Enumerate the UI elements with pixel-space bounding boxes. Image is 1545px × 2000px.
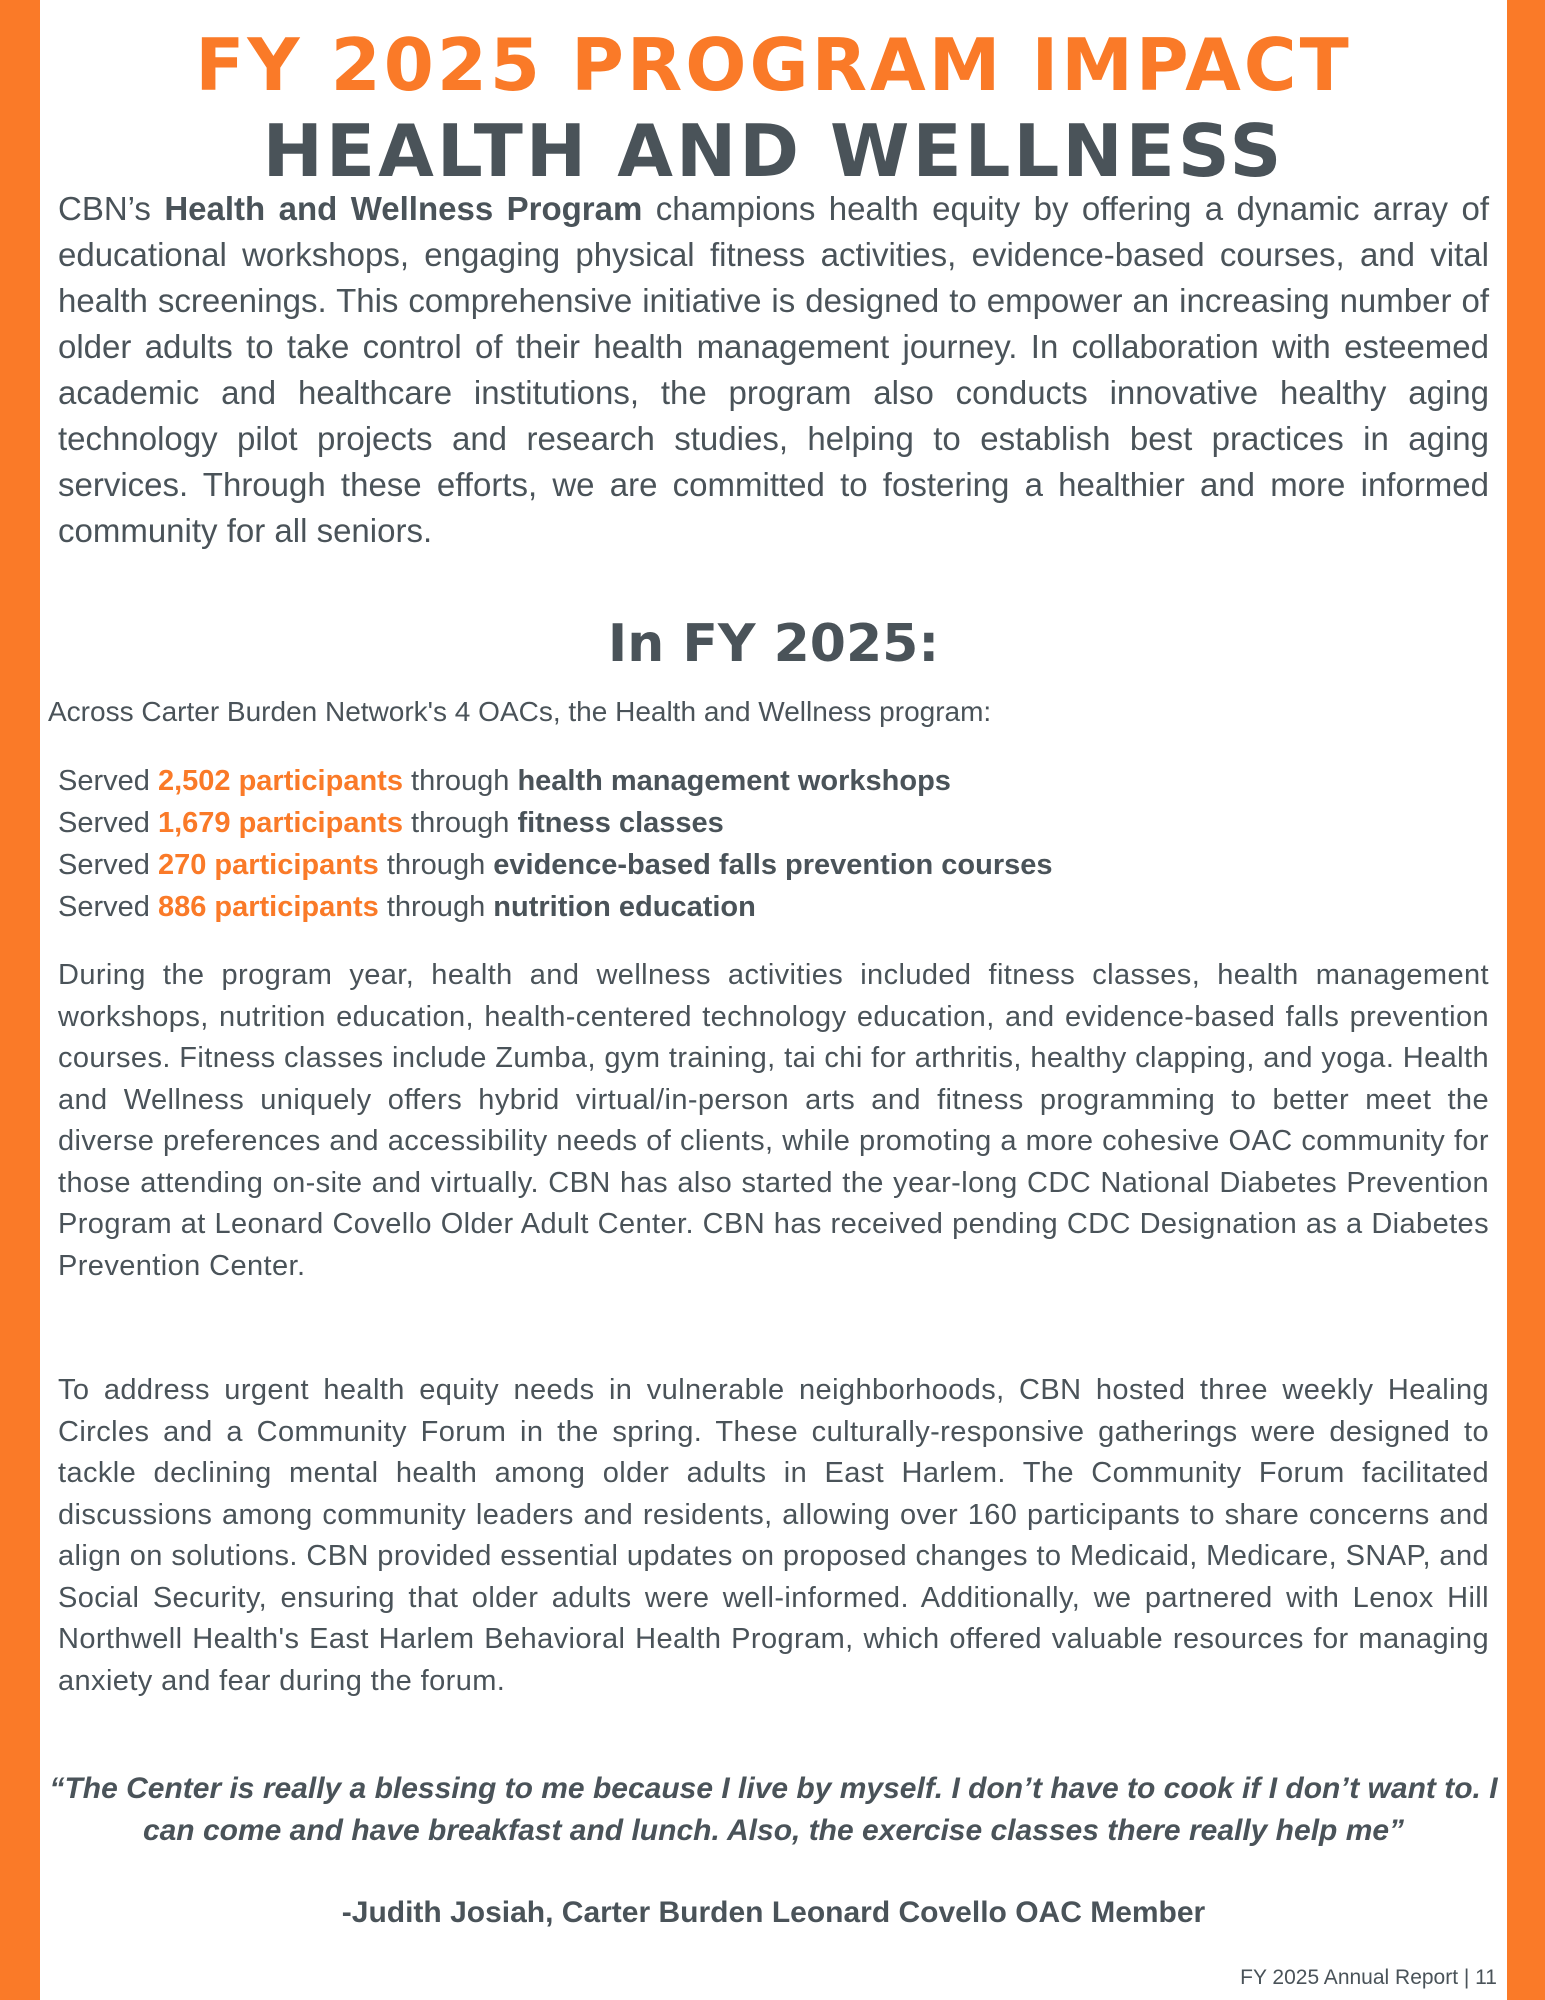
stat-connector: through: [378, 891, 494, 923]
stat-count: 1,679 participants: [157, 807, 403, 839]
stat-connector: through: [402, 807, 518, 839]
intro-paragraph: [58, 186, 1489, 554]
stat-count: 886 participants: [157, 891, 379, 923]
fy-lead-text: Across Carter Burden Network's 4 OACs, the Health and Wellness program:: [48, 696, 992, 727]
stat-connector: through: [402, 765, 518, 797]
stat-prefix: Served: [58, 807, 158, 839]
stat-item: [58, 760, 1053, 802]
fy-heading: In FY 2025:: [607, 614, 940, 674]
program-name: Health and Wellness Program: [164, 190, 643, 227]
stat-item: [58, 844, 1053, 886]
stat-count: 2,502 participants: [157, 765, 403, 797]
stat-prefix: Served: [58, 849, 158, 881]
stat-item: [58, 802, 1053, 844]
activities-paragraph: During the program year, health and wellness activities included fitness classes, health management workshops, nutrition education, health-centered technology education, and evidence-based falls prevention courses. Fitness classes include Zumba, gym training, tai chi for arthritis, healthy clapping, and yoga. Health and Wellness uniquely offers hybrid virtual/in-person arts and fitness programming to better meet the diverse preferences and accessibility needs of clients, while promoting a more cohesive OAC community for those attending on-site and virtually. CBN has also started the year-long CDC National Diabetes Prevention Program at Leonard Covello Older Adult Center. CBN has received pending CDC Designation as a Diabetes Prevention Center.: [58, 959, 1489, 1282]
page-title: FY 2025 PROGRAM IMPACT: [195, 23, 1352, 107]
intro-prefix: CBN’s: [58, 190, 165, 227]
stat-activity: health management workshops: [517, 765, 951, 797]
stat-connector: through: [378, 849, 494, 881]
stat-prefix: Served: [58, 891, 158, 923]
report-page: [40, 0, 1507, 2000]
page-subtitle: HEALTH AND WELLNESS: [262, 109, 1285, 193]
right-accent-border: [1507, 0, 1545, 2000]
intro-body: champions health equity by offering a dynamic array of educational workshops, engaging physical fitness activities, evidence-based courses, and vital health screenings. This comprehensive initiative is designed to empower an increasing number of older adults to take control of their health management journey. In collaboration with esteemed academic and healthcare institutions, the program also conducts innovative healthy aging technology pilot projects and research studies, helping to establish best practices in aging services. Through these efforts, we are committed to fostering a healthier and more informed community for all seniors.: [58, 190, 1490, 549]
left-accent-border: [0, 0, 40, 2000]
stat-activity: fitness classes: [517, 807, 724, 839]
stat-item: [58, 886, 1053, 928]
stat-activity: evidence-based falls prevention courses: [493, 849, 1053, 881]
page-footer: FY 2025 Annual Report | 11: [1240, 1966, 1497, 1989]
testimonial-quote: “The Center is really a blessing to me because I live by myself. I don’t have to cook if I don’t want to. I can come and have breakfast and lunch. Also, the exercise classes there really help me”: [49, 1772, 1498, 1847]
health-equity-paragraph: To address urgent health equity needs in vulnerable neighborhoods, CBN hosted three weekly Healing Circles and a Community Forum in the spring. These culturally-responsive gatherings were designed to tackle declining mental health among older adults in East Harlem. The Community Forum facilitated discussions among community leaders and residents, allowing over 160 participants to share concerns and align on solutions. CBN provided essential updates on proposed changes to Medicaid, Medicare, SNAP, and Social Security, ensuring that older adults were well-informed. Additionally, we partnered with Lenox Hill Northwell Health's East Harlem Behavioral Health Program, which offered valuable resources for managing anxiety and fear during the forum.: [58, 1374, 1489, 1697]
stat-activity: nutrition education: [493, 891, 756, 923]
testimonial-attribution: -Judith Josiah, Carter Burden Leonard Covello OAC Member: [341, 1896, 1206, 1929]
stats-list: [58, 760, 1053, 928]
stat-count: 270 participants: [157, 849, 379, 881]
stat-prefix: Served: [58, 765, 158, 797]
